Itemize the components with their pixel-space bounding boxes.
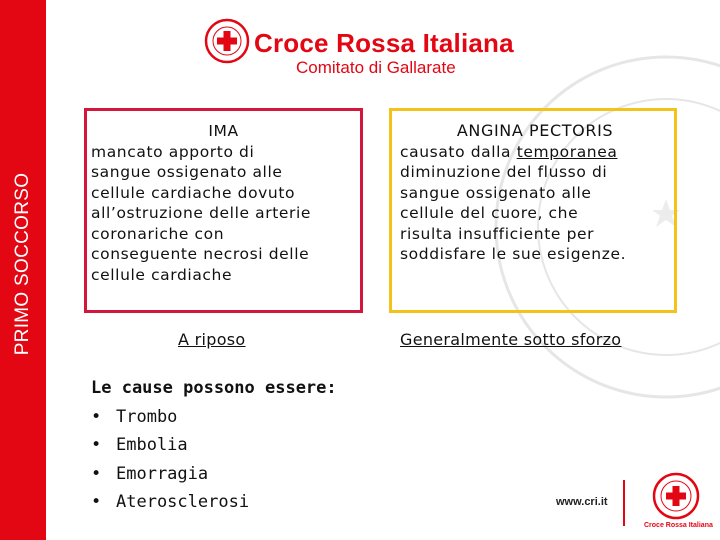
angina-underlined-word: temporanea — [516, 142, 618, 161]
angina-line: diminuzione del flusso di — [400, 163, 608, 181]
angina-line-first — [400, 142, 670, 163]
list-item — [91, 403, 337, 432]
bullet: • — [91, 492, 102, 512]
brand-subtitle: Comitato di Gallarate — [296, 58, 456, 77]
angina-line: soddisfare le sue esigenze. — [400, 245, 627, 263]
angina-card — [389, 108, 677, 313]
cause-label: Aterosclerosi — [116, 492, 250, 512]
bullet: • — [91, 406, 102, 427]
ima-line: cellule cardiache dovuto — [91, 183, 296, 202]
ima-context-note: A riposo — [178, 330, 246, 349]
ima-title: IMA — [208, 122, 239, 140]
red-cross-emblem-icon — [204, 18, 250, 64]
ima-line: all’ostruzione delle arterie — [91, 204, 312, 222]
angina-context-note: Generalmente sotto sforzo — [400, 330, 622, 349]
footer-url: www.cri.it — [556, 496, 608, 508]
bullet: • — [91, 463, 102, 484]
angina-line: sangue ossigenato alle — [400, 183, 592, 202]
ima-line: conseguente necrosi delle — [91, 245, 310, 263]
ima-line: sangue ossigenato alle — [91, 163, 283, 181]
bullet: • — [91, 435, 102, 455]
cause-label: Emorragia — [116, 463, 209, 484]
side-bar — [0, 0, 46, 540]
red-cross-emblem-icon — [652, 472, 700, 520]
brand-title: Croce Rossa Italiana — [254, 28, 514, 58]
ima-line: coronariche con — [91, 224, 225, 243]
footer-org-name: Croce Rossa Italiana — [644, 522, 713, 529]
angina-line: risulta insufficiente per — [400, 224, 595, 243]
angina-line-prefix: causato dalla — [400, 142, 517, 161]
footer-divider — [623, 480, 625, 526]
angina-line: cellule del cuore, che — [400, 204, 579, 222]
list-item — [91, 488, 337, 517]
list-item — [91, 460, 337, 489]
ima-line: mancato apporto di — [91, 142, 255, 161]
cause-label: Trombo — [116, 406, 178, 427]
ima-card — [84, 108, 363, 313]
ima-line: cellule cardiache — [91, 265, 233, 284]
list-item — [91, 431, 337, 460]
angina-title: ANGINA PECTORIS — [456, 121, 614, 140]
cause-label: Embolia — [116, 435, 188, 455]
causes-heading: Le cause possono essere: — [91, 378, 337, 398]
causes-list — [91, 374, 337, 517]
side-label: PRIMO SOCCORSO — [12, 172, 33, 356]
